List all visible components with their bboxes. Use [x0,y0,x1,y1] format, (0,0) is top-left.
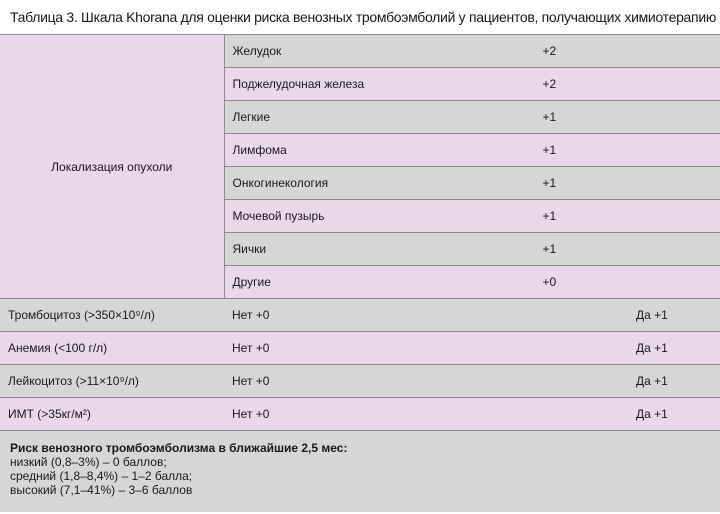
score-cell [546,101,720,134]
factor-no: Нет +0 [224,332,546,365]
khorana-table [0,34,720,430]
table-row [0,299,720,332]
factor-name: Лейкоцитоз (>11×10⁹/л) [0,365,224,398]
factor-yes: Да +1 [546,332,720,365]
score-cell [546,266,720,299]
factor-name: ИМТ (>35кг/м²) [0,398,224,431]
factor-name: Анемия (<100 г/л) [0,332,224,365]
table-row [0,398,720,431]
score-cell [546,68,720,101]
score-value: +1 [542,176,557,190]
score-value: +1 [542,143,557,157]
site-cell: Яички +1 [224,233,546,266]
site-cell: Онкогинекология +1 [224,167,546,200]
localization-label: Локализация опухоли [0,35,224,299]
factor-yes: Да +1 [546,365,720,398]
site-cell: Желудок +2 [224,35,546,68]
score-cell [546,233,720,266]
factor-yes: Да +1 [546,398,720,431]
score-cell [546,167,720,200]
risk-line-medium: средний (1,8–8,4%) – 1–2 балла; [10,469,193,483]
score-cell [546,200,720,233]
site-cell: Мочевой пузырь +1 [224,200,546,233]
risk-summary [0,430,720,512]
factor-no: Нет +0 [224,365,546,398]
factor-no: Нет +0 [224,398,546,431]
table-row [0,35,720,68]
score-value: +1 [542,110,557,124]
factor-yes: Да +1 [546,299,720,332]
factor-no: Нет +0 [224,299,546,332]
table-row [0,365,720,398]
risk-line-low: низкий (0,8–3%) – 0 баллов; [10,455,167,469]
risk-header: Риск венозного тромбоэмболизма в ближайшие 2,5 мес: [10,441,348,455]
score-value: +1 [542,242,557,256]
site-cell: Поджелудочная железа +2 [224,68,546,101]
site-cell: Легкие +1 [224,101,546,134]
score-cell [546,35,720,68]
score-value: +2 [542,77,557,91]
score-value: +0 [542,275,557,289]
factor-name: Тромбоцитоз (>350×10⁹/л) [0,299,224,332]
table-title: Таблица 3. Шкала Khorana для оценки риска венозных тромбоэмболий у пациентов, получающих химиотерапию [10,9,717,25]
score-value: +2 [542,44,557,58]
site-cell: Другие +0 [224,266,546,299]
score-value: +1 [542,209,557,223]
score-cell [546,134,720,167]
site-cell: Лимфома +1 [224,134,546,167]
risk-line-high: высокий (7,1–41%) – 3–6 баллов [10,483,193,497]
table-row [0,332,720,365]
